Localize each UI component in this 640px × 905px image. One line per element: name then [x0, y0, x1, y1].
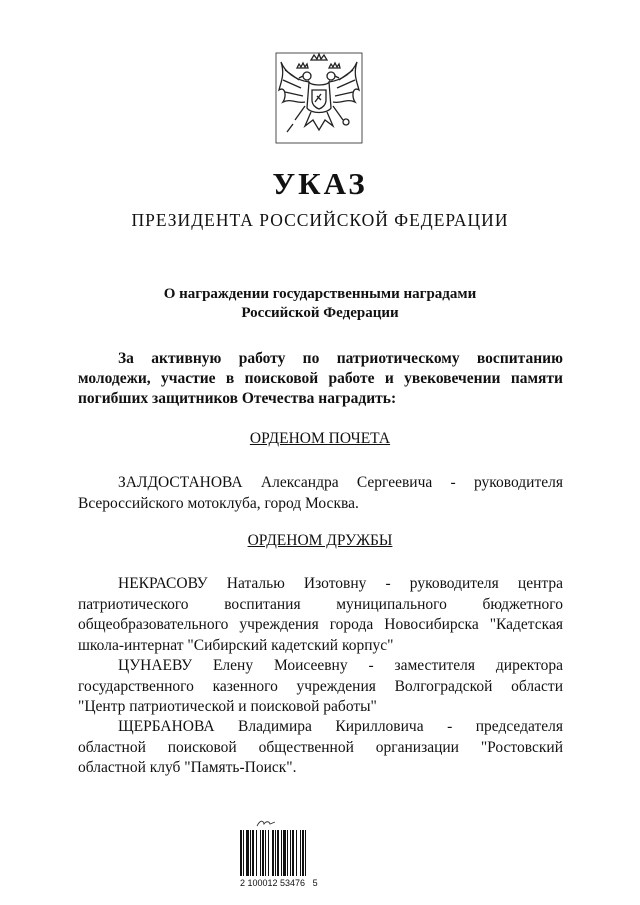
- barcode-icon: [240, 830, 320, 876]
- word: центра: [517, 575, 563, 592]
- word: Александра: [260, 474, 339, 491]
- word: погибших защитников Отечества наградить:: [78, 390, 397, 407]
- word: руководителя: [409, 575, 499, 592]
- word: по: [302, 350, 320, 367]
- word: общеобразовательного: [78, 616, 229, 633]
- barcode-bar: [250, 830, 251, 876]
- document-barcode: [240, 818, 360, 888]
- word: области: [511, 677, 563, 695]
- word: директора: [495, 657, 563, 674]
- intro-line: [78, 389, 563, 409]
- word: председателя: [475, 718, 563, 735]
- word: ЩЕРБАНОВА: [118, 718, 215, 735]
- decree-subtitle: ПРЕЗИДЕНТА РОССИЙСКОЙ ФЕДЕРАЦИИ: [131, 210, 509, 230]
- word: учреждения: [239, 616, 319, 633]
- decree-title: УКАЗ: [272, 166, 368, 201]
- word: памяти: [510, 370, 563, 387]
- word: и: [384, 370, 394, 387]
- word: Сергеевича: [356, 474, 433, 491]
- word: в: [225, 370, 235, 387]
- barcode-bar: [300, 830, 301, 876]
- word: Волгоградской: [394, 677, 493, 695]
- heading-line: О награждении государственными наградами: [163, 286, 477, 302]
- barcode-bar: [281, 830, 282, 876]
- intro-line: [78, 349, 563, 369]
- barcode-bar: [240, 830, 242, 876]
- award-paragraph: [78, 574, 563, 656]
- word: Владимира: [238, 718, 312, 735]
- paragraph-line: [78, 717, 563, 738]
- word: "Кадетская: [489, 616, 563, 633]
- award-heading-order-of-friendship: ОРДЕНОМ ДРУЖБЫ: [247, 532, 393, 549]
- handwritten-mark-icon: [256, 818, 276, 828]
- award-paragraph: [78, 656, 563, 718]
- paragraph-line: [78, 494, 563, 515]
- word: воспитанию: [476, 350, 563, 367]
- word: организации: [375, 738, 459, 756]
- paragraph-line: [78, 574, 563, 595]
- word: заместителя: [394, 657, 476, 674]
- word: руководителя: [473, 474, 563, 491]
- word: патриотического: [78, 595, 189, 613]
- award-heading-order-of-honour: ОРДЕНОМ ПОЧЕТА: [249, 430, 391, 447]
- word: государственного: [78, 677, 194, 695]
- word: ЦУНАЕВУ: [118, 657, 193, 674]
- decree-heading: [0, 285, 640, 323]
- barcode-bar: [277, 830, 279, 876]
- paragraph-line: [78, 697, 563, 718]
- word: поисковой: [167, 738, 237, 756]
- word: воспитания: [224, 595, 301, 613]
- barcode-bar: [290, 830, 291, 876]
- paragraph-line: [78, 595, 563, 616]
- heading-line: Российской Федерации: [241, 305, 399, 321]
- word: Всероссийского мотоклуба, город Москва.: [78, 494, 359, 512]
- word: Наталью: [226, 575, 285, 592]
- word: Новосибирска: [384, 616, 479, 633]
- word: ЗАЛДОСТАНОВА: [118, 474, 243, 491]
- word: "Ростовский: [480, 738, 563, 756]
- word: НЕКРАСОВУ: [118, 575, 208, 592]
- paragraph-line: [78, 656, 563, 677]
- word: За: [118, 350, 134, 367]
- barcode-number: 2 100012 53476 5: [240, 878, 318, 888]
- barcode-bar: [275, 830, 276, 876]
- barcode-bar: [268, 830, 269, 876]
- word: молодежи,: [78, 370, 151, 387]
- word: казенного: [212, 677, 278, 695]
- word: Елену: [212, 657, 254, 674]
- intro-line: [78, 369, 563, 389]
- barcode-bar: [302, 830, 304, 876]
- barcode-bar: [265, 830, 266, 876]
- barcode-bar: [252, 830, 254, 876]
- word: города: [329, 616, 374, 633]
- word: работу: [238, 350, 286, 367]
- coat-of-arms-emblem-icon: [275, 52, 363, 144]
- barcode-bar: [246, 830, 249, 876]
- barcode-bar: [272, 830, 274, 876]
- paragraph-line: [78, 758, 563, 779]
- word: поисковой: [244, 370, 319, 387]
- word: учреждения: [296, 677, 376, 695]
- word: "Центр патриотической и поисковой работы": [78, 698, 377, 715]
- word: -: [368, 657, 374, 674]
- barcode-bar: [260, 830, 261, 876]
- word: Кирилловича: [335, 718, 424, 735]
- word: -: [447, 718, 453, 735]
- barcode-bar: [262, 830, 264, 876]
- barcode-bar: [292, 830, 294, 876]
- barcode-bar: [283, 830, 286, 876]
- paragraph-line: [78, 738, 563, 759]
- word: активную: [151, 350, 222, 367]
- word: -: [385, 575, 391, 592]
- word: -: [450, 474, 456, 491]
- word: муниципального: [336, 595, 447, 613]
- word: Моисеевну: [273, 657, 348, 674]
- barcode-bar: [305, 830, 306, 876]
- word: областной клуб "Память-Поиск".: [78, 759, 297, 776]
- barcode-bar: [243, 830, 244, 876]
- paragraph-line: [78, 636, 563, 657]
- award-paragraph: [78, 473, 563, 514]
- word: работе: [328, 370, 375, 387]
- barcode-bar: [256, 830, 257, 876]
- word: общественной: [258, 738, 354, 756]
- barcode-bar: [287, 830, 288, 876]
- word: участие: [161, 370, 216, 387]
- award-paragraph: [78, 717, 563, 779]
- paragraph-line: [78, 615, 563, 636]
- word: бюджетного: [482, 595, 563, 613]
- decree-intro-paragraph: [78, 349, 563, 409]
- word: патриотическому: [336, 350, 460, 367]
- word: увековечении: [404, 370, 501, 387]
- word: областной: [78, 738, 146, 756]
- paragraph-line: [78, 473, 563, 494]
- word: Изотовну: [303, 575, 367, 592]
- word: школа-интернат "Сибирский кадетский корпус": [78, 636, 394, 654]
- paragraph-line: [78, 677, 563, 698]
- barcode-bar: [296, 830, 297, 876]
